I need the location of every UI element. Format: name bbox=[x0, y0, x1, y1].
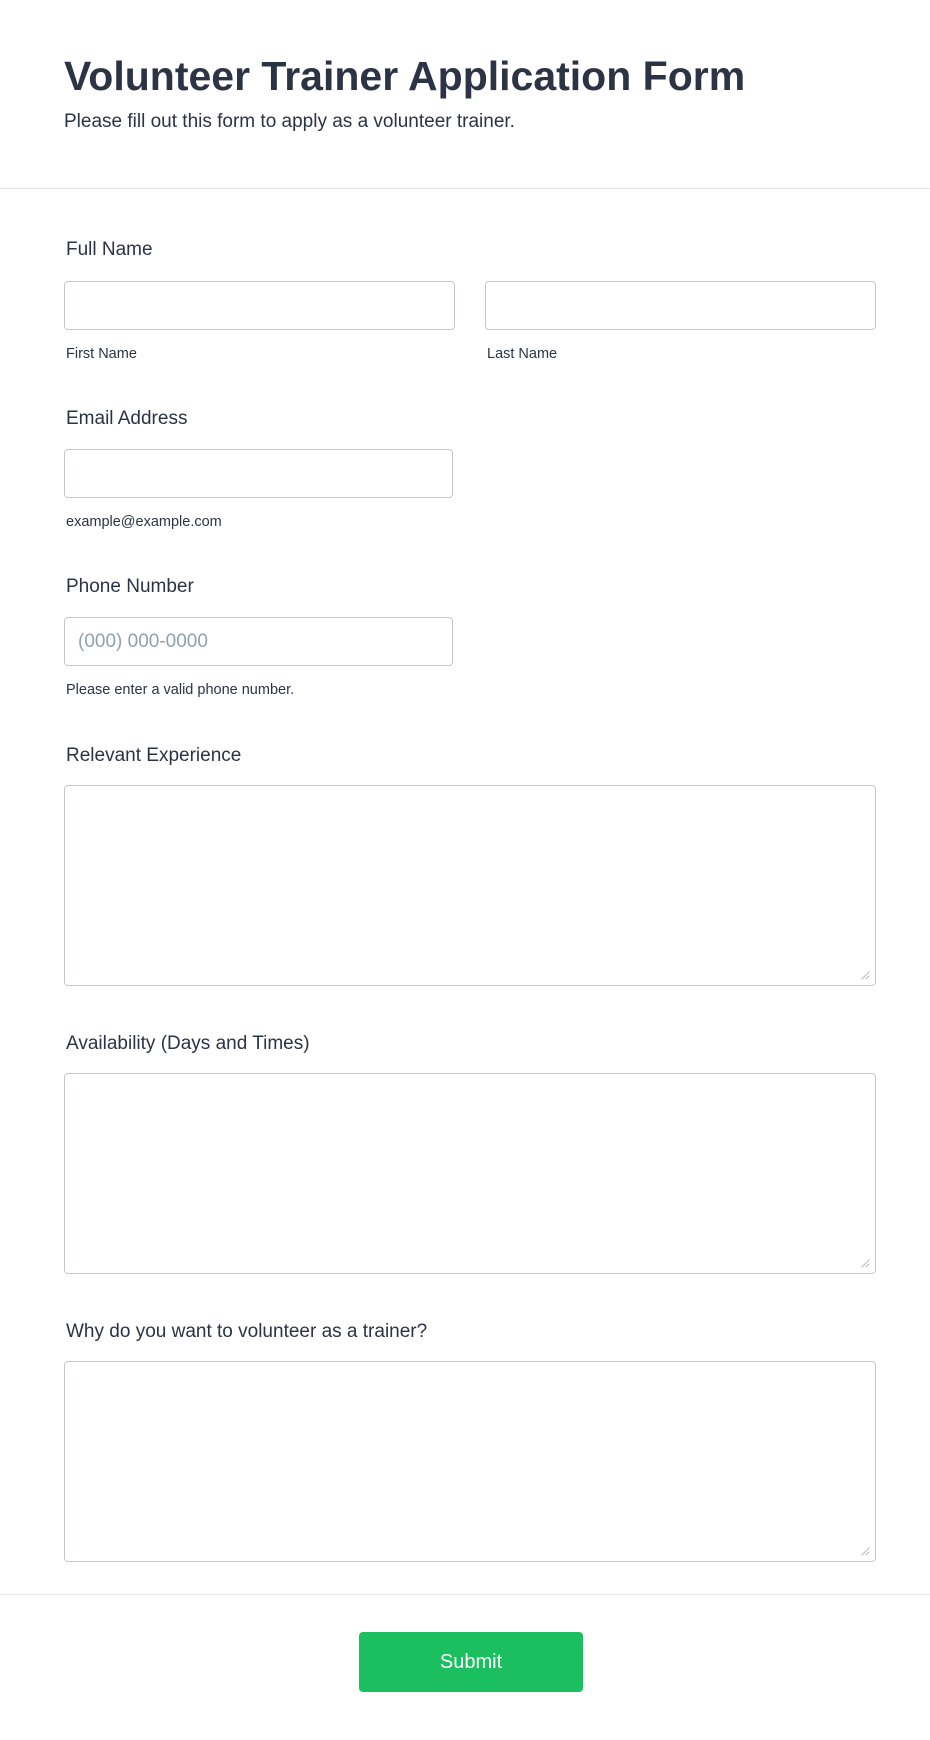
last-name-input[interactable] bbox=[485, 281, 876, 330]
motivation-textarea[interactable] bbox=[64, 1361, 876, 1562]
email-input[interactable] bbox=[64, 449, 453, 498]
phone-input[interactable] bbox=[64, 617, 453, 666]
last-name-sublabel: Last Name bbox=[487, 346, 558, 362]
form-title: Volunteer Trainer Application Form bbox=[64, 53, 746, 99]
phone-sublabel: Please enter a valid phone number. bbox=[66, 682, 295, 698]
form-subtitle: Please fill out this form to apply as a volunteer trainer. bbox=[64, 111, 515, 132]
availability-label: Availability (Days and Times) bbox=[66, 1033, 310, 1054]
submit-button[interactable]: Submit bbox=[359, 1632, 583, 1692]
availability-textarea[interactable] bbox=[64, 1073, 876, 1274]
motivation-resize-handle[interactable] bbox=[860, 1546, 870, 1556]
first-name-input[interactable] bbox=[64, 281, 455, 330]
full-name-label: Full Name bbox=[66, 239, 153, 260]
form-header bbox=[0, 0, 930, 189]
email-sublabel: example@example.com bbox=[66, 514, 222, 530]
experience-textarea[interactable] bbox=[64, 785, 876, 986]
email-label: Email Address bbox=[66, 408, 188, 429]
phone-label: Phone Number bbox=[66, 576, 194, 597]
experience-resize-handle[interactable] bbox=[860, 970, 870, 980]
motivation-label: Why do you want to volunteer as a trainer? bbox=[66, 1321, 428, 1342]
availability-resize-handle[interactable] bbox=[860, 1258, 870, 1268]
first-name-sublabel: First Name bbox=[66, 346, 137, 362]
experience-label: Relevant Experience bbox=[66, 745, 242, 766]
